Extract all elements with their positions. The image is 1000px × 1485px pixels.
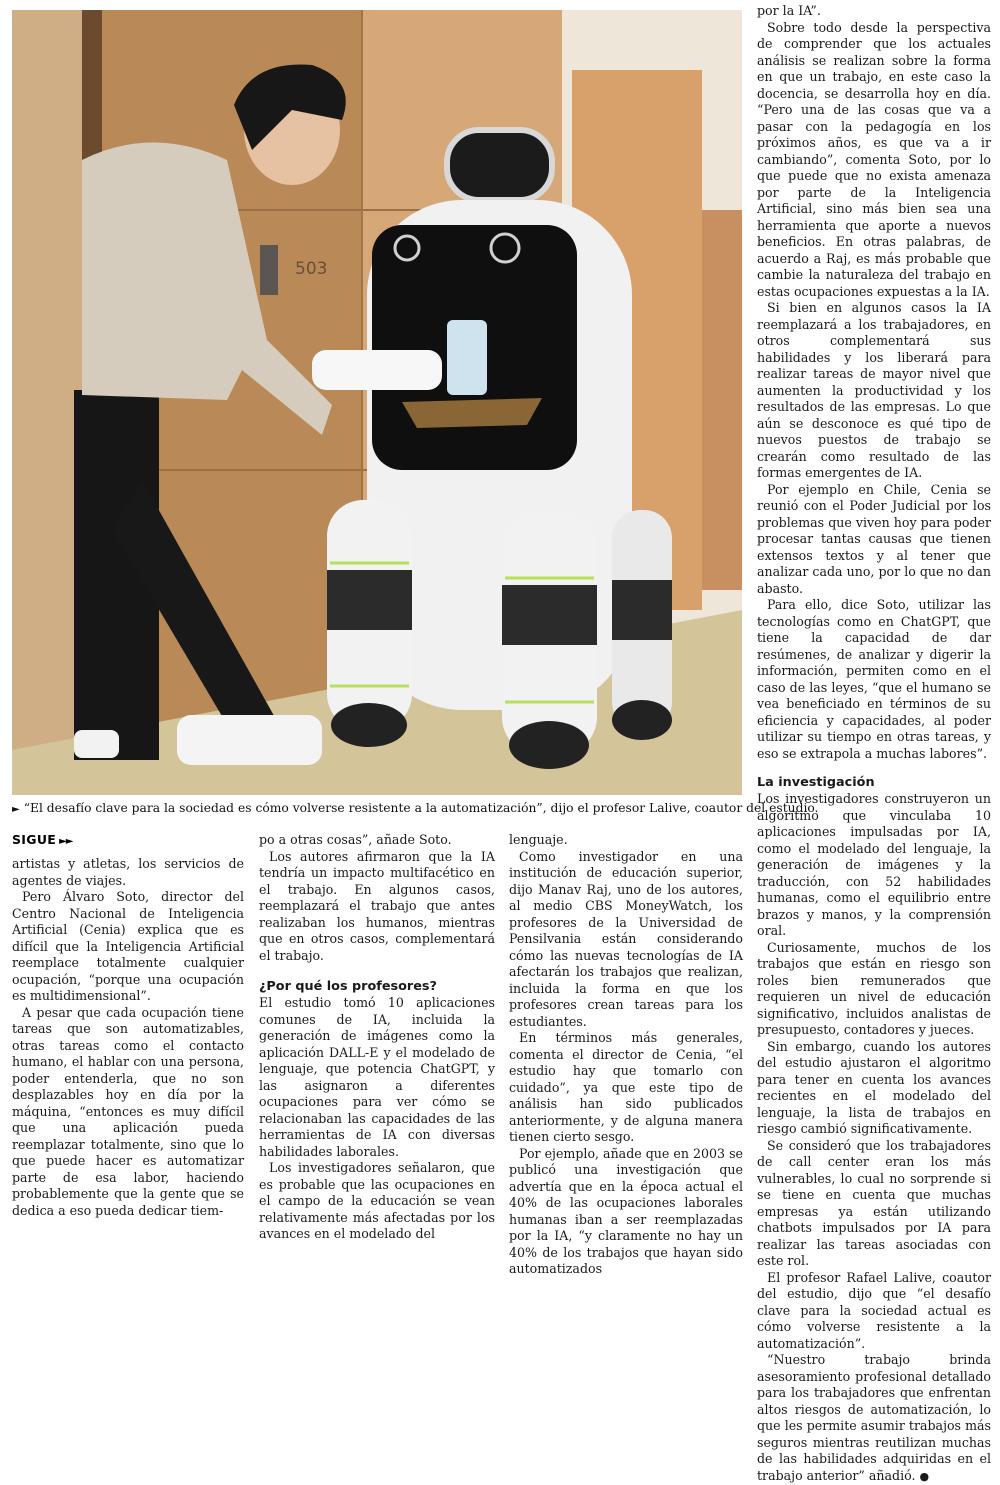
- paragraph: Por ejemplo, añade que en 2003 se publicó una investigación que advertía que en la época actual el 40% de las ocupaciones laborales humanas iban a ser reemplazadas por la IA, “y claramente no hay un 40% de los trabajos que hayan sido automatizados: [509, 1145, 743, 1276]
- article-column-2: [259, 832, 495, 1243]
- sigue-arrows-icon: ►►: [59, 836, 73, 847]
- paragraph: Como investigador en una institución de educación superior, dijo Manav Raj, uno de los autores, al medio CBS MoneyWatch, los profesores de la Universidad de Pensilvania están considerando cómo las nuevas tecnologías de IA afectarán los trabajos que realizan, incluida la forma en que los profesores crean tareas para los estudiantes.: [509, 848, 743, 1029]
- paragraph: Si bien en algunos casos la IA reemplazará a los trabajadores, en otros complementará sus habilidades y los liberará para realizar tareas de mayor nivel que aumenten la productividad y los resultados de las empresas. Lo que aún se desconoce es qué tipo de nuevos puestos de trabajo se crearán como resultado de las formas emergentes de IA.: [757, 300, 991, 480]
- paragraph: Curiosamente, muchos de los trabajos que están en riesgo son roles bien remunerados que requieren un nivel de educación significativo, incluidos analistas de presupuesto, contadores y jueces.: [757, 939, 991, 1037]
- paragraph: Sobre todo desde la perspectiva de comprender que los actuales análisis se realizan sobre la forma en que un trabajo, en este caso la docencia, se desarrolla hoy en día. “Pero una de las cosas que va a pasar con la pedagogía en los próximos años, es que va a ir cambiando”, comenta Soto, por lo que puede que no exista amenaza por parte de la Inteligencia Artificial, sino más bien sea una herramienta que aporte a nuevos beneficios. En otras palabras, de acuerdo a Raj, es más probable que cambie la naturaleza del trabajo en estas ocupaciones expuestas a la IA.: [757, 19, 991, 299]
- paragraph: A pesar que cada ocupación tiene tareas que son automatizables, otras tareas como el contacto humano, el hablar con una persona, poder entenderla, que no son desplazables hoy en día por la máquina, “entonces es muy difícil que una aplicación pueda reemplazar totalmente, sino que lo que puede hacer es automatizar parte de esa labor, haciendo probablemente que la gente que se dedica a eso pueda dedicar tiem-: [12, 1004, 244, 1218]
- paragraph: artistas y atletas, los servicios de agentes de viajes.: [12, 856, 244, 888]
- paragraph: Por ejemplo en Chile, Cenia se reunió con el Poder Judicial por los problemas que viven hoy para poder procesar tantas causas que tienen extensos textos y al tener que analizar cada uno, por lo que no dan abasto.: [757, 481, 991, 596]
- article-column-1: [12, 856, 244, 1219]
- robot-photo-illustration: [12, 10, 742, 795]
- section-heading: ¿Por qué los profesores?: [259, 979, 437, 994]
- room-number: 503: [295, 259, 328, 279]
- paragraph: En términos más generales, comenta el director de Cenia, “el estudio hay que tomarlo con cuidado”, ya que este tipo de análisis han sido publicados anteriormente, y de alguna manera tienen cierto sesgo.: [509, 1030, 743, 1144]
- section-heading: La investigación: [757, 775, 875, 790]
- article-photo: [12, 10, 742, 795]
- paragraph: Los investigadores señalaron, que es probable que las ocupaciones en el campo de la educación se vean relativamente más afectadas por los avances en el modelado del: [259, 1160, 495, 1241]
- closing-quote: “Nuestro trabajo brinda asesoramiento profesional detallado para los trabajadores que enfrentan altos riesgos de automatización, lo que les permite asumir trabajos más seguros mientras reutilizan muchas de las habilidades adquiridas en el trabajo anterior” añadió.: [757, 1352, 991, 1483]
- paragraph: Los autores afirmaron que la IA tendría un impacto multifacético en el trabajo. En algunos casos, reemplazará el trabajo que antes realizaban los humanos, mientras que en otros casos, complementará el trabajo.: [259, 848, 495, 963]
- photo-caption: [12, 800, 819, 818]
- paragraph: El profesor Rafael Lalive, coautor del estudio, dijo que “el desafío clave para la sociedad actual es cómo volverse resistente a la automatización”.: [757, 1269, 991, 1351]
- paragraph: Sin embargo, cuando los autores del estudio ajustaron el algoritmo para tener en cuenta los avances recientes en el modelado del lenguaje, la lista de trabajos en riesgo cambió significativamente.: [757, 1038, 991, 1136]
- end-of-article-icon: ●: [919, 1469, 930, 1483]
- paragraph: Para ello, dice Soto, utilizar las tecnologías como en ChatGPT, que tiene la capacidad de dar resúmenes, de analizar y digerir la información, permiten como en el caso de las leyes, “que el humano se vea beneficiado en términos de su eficiencia y capacidades, al poder utilizar su tiempo en otras tareas, y eso se extrapola a muchas labores”.: [757, 597, 991, 761]
- paragraph: lenguaje.: [509, 832, 568, 847]
- continue-label: [12, 832, 73, 847]
- caption-text: “El desafío clave para la sociedad es cómo volverse resistente a la automatización”, dijo el profesor Lalive, coautor del estudio.: [23, 801, 819, 815]
- article-column-3: [509, 832, 743, 1278]
- paragraph: Pero Álvaro Soto, director del Centro Nacional de Inteligencia Artificial (Cenia) explica que es difícil que la Inteligencia Artificial reemplace totalmente cualquier ocupación, “porque una ocupación es multidimensional”.: [12, 889, 244, 1003]
- paragraph: El estudio tomó 10 aplicaciones comunes de IA, incluida la generación de imágenes como la aplicación DALL-E y el modelado de lenguaje, que potencia ChatGPT, y las asignaron a diferentes ocupaciones para ver cómo se relacionaban las capacidades de las herramientas de IA con diversas habilidades laborales.: [259, 995, 495, 1159]
- paragraph: [757, 1352, 991, 1485]
- article-column-4: [757, 3, 991, 1485]
- paragraph: Se consideró que los trabajadores de call center eran los más vulnerables, lo cual no sorprende si se tiene en cuenta que muchas empresas ya están utilizando chatbots impulsados por IA para realizar las tareas asociadas con este rol.: [757, 1137, 991, 1268]
- sigue-text: SIGUE: [12, 832, 57, 847]
- paragraph: Los investigadores construyeron un algoritmo que vinculaba 10 aplicaciones impulsadas por IA, como el modelado del lenguaje, la generación de imágenes y la traducción, con 52 habilidades humanas, como el equilibrio entre brazos y manos, y la comprensión oral.: [757, 791, 991, 938]
- paragraph: po a otras cosas”, añade Soto.: [259, 832, 452, 847]
- caption-marker: ►: [12, 804, 20, 815]
- paragraph: por la IA”.: [757, 3, 821, 18]
